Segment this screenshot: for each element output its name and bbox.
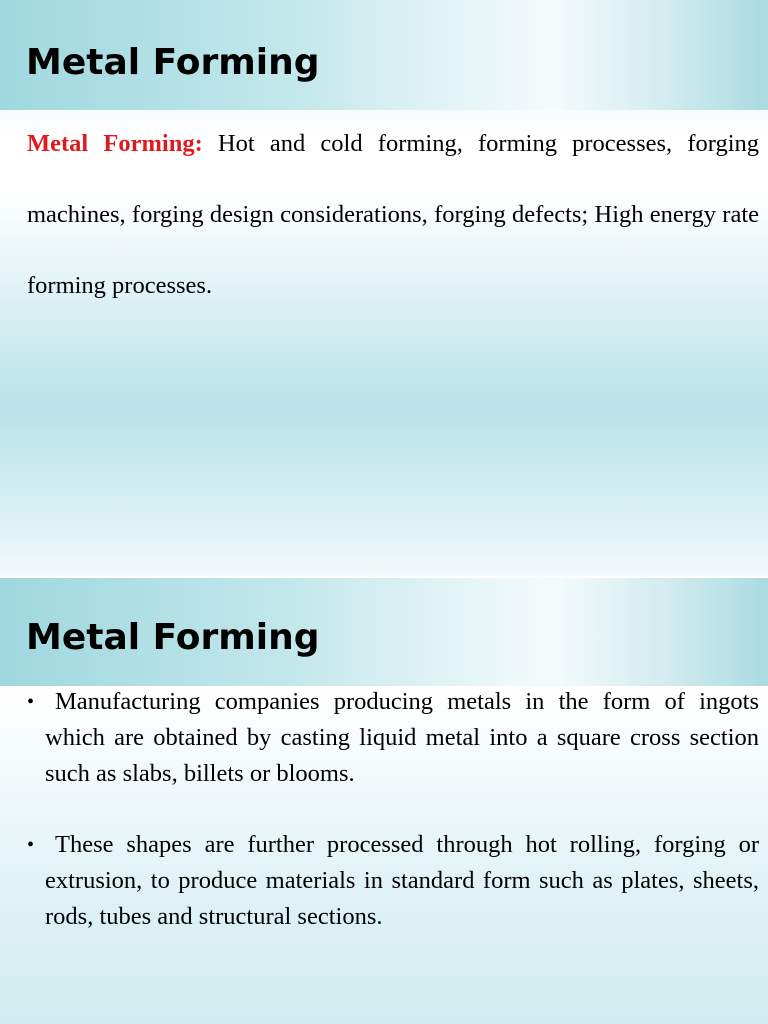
bullet-icon: • [27,834,35,856]
bullet-text: These shapes are further processed through hot rolling, forging or extrusion, to produce materials in standard form such as plates, sheets, rods, tubes and structural sections. [45,831,759,930]
bullet-icon: • [27,691,35,713]
slide-title: Metal Forming [26,42,320,83]
bullet-text: Manufacturing companies producing metals in the form of ingots which are obtained by casting liquid metal into a square cross section such as slabs, billets or blooms. [45,688,759,787]
slide-title: Metal Forming [26,617,320,658]
slide-2 [0,578,768,1024]
bullet-list [27,684,759,970]
topic-label: Metal Forming: [27,130,203,157]
bullet-item [27,684,759,792]
bullet-item [27,827,759,935]
topic-description: Hot and cold forming, forming processes, forging machines, forging design considerations, forging defects; High energy rate forming processes. [27,130,760,299]
syllabus-paragraph [27,108,759,321]
